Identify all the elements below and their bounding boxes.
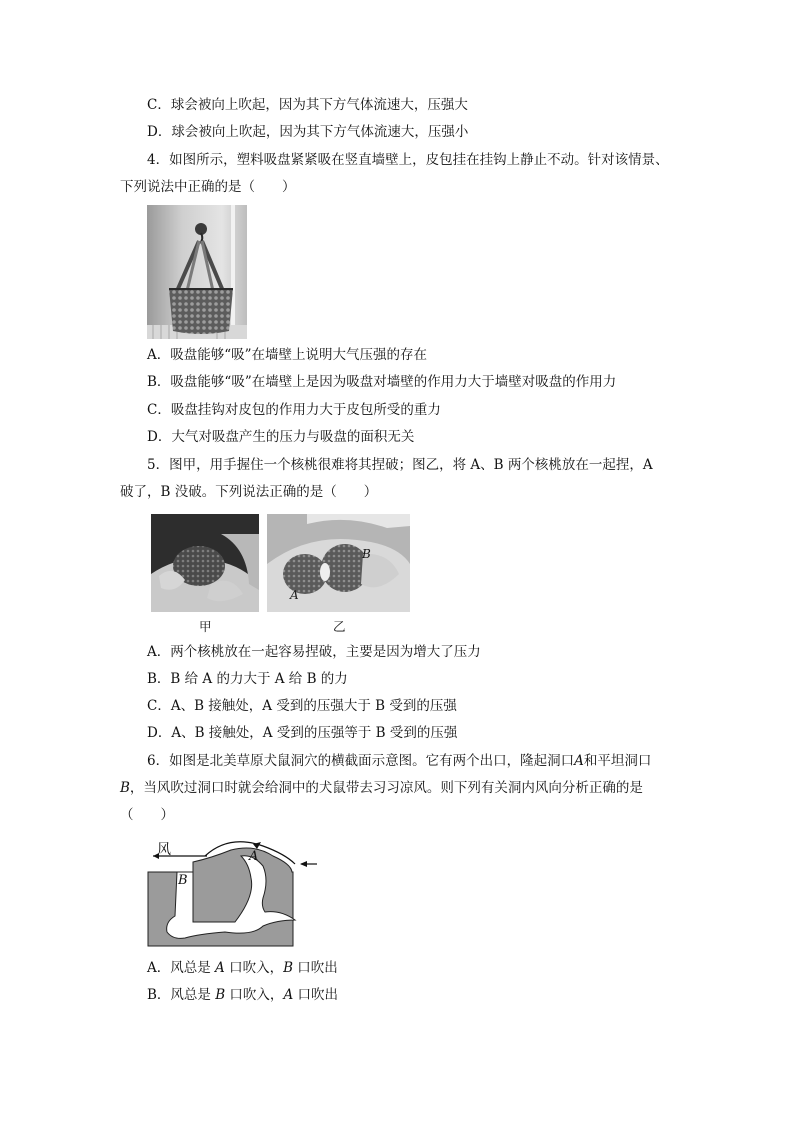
suction-hook-bag-photo: [147, 205, 247, 339]
q6-option-b: B．风总是 B 口吹入，A 口吹出: [147, 987, 338, 1003]
q5-option-a: A．两个核桃放在一起容易捏破，主要是因为增大了压力: [147, 644, 481, 660]
walnut-label-a: A: [290, 588, 299, 602]
q6-stem-line3: （ ）: [120, 807, 174, 823]
walnut-label-b: B: [362, 547, 371, 561]
burrow-label-b: B: [178, 873, 188, 888]
q5-stem-line2: 破了，B 没破。下列说法正确的是（ ）: [120, 484, 378, 500]
q5-option-b: B．B 给 A 的力大于 A 给 B 的力: [147, 671, 348, 687]
q3-option-d: D．球会被向上吹起，因为其下方气体流速大，压强小: [147, 124, 469, 140]
caption-jia: 甲: [199, 619, 212, 634]
q4-option-d: D．大气对吸盘产生的压力与吸盘的面积无关: [147, 429, 415, 445]
q5-option-d: D．A、B 接触处，A 受到的压强等于 B 受到的压强: [147, 725, 458, 741]
q4-stem-line1: 4．如图所示，塑料吸盘紧紧吸在竖直墙壁上，皮包挂在挂钩上静止不动。针对该情景、: [147, 152, 669, 168]
q4-stem-line2: 下列说法中正确的是（ ）: [120, 179, 296, 195]
walnut-single-photo: [151, 514, 259, 612]
q3-option-c: C．球会被向上吹起，因为其下方气体流速大，压强大: [147, 97, 468, 113]
q4-option-b: B．吸盘能够“吸”在墙壁上是因为吸盘对墙壁的作用力大于墙壁对吸盘的作用力: [147, 374, 617, 390]
q4-option-a: A．吸盘能够“吸”在墙壁上说明大气压强的存在: [147, 347, 428, 363]
caption-yi: 乙: [333, 619, 346, 634]
walnut-pair-photo: [267, 514, 410, 612]
burrow-label-a: A: [249, 849, 259, 864]
q6-stem-line2: B，当风吹过洞口时就会给洞中的犬鼠带去习习凉风。则下列有关洞内风向分析正确的是: [120, 780, 643, 796]
q6-stem-line1: 6．如图是北美草原犬鼠洞穴的横截面示意图。它有两个出口，隆起洞口A和平坦洞口: [147, 753, 652, 769]
q4-option-c: C．吸盘挂钩对皮包的作用力大于皮包所受的重力: [147, 402, 441, 418]
burrow-diagram: [145, 836, 325, 948]
q5-stem-line1: 5．图甲，用手握住一个核桃很难将其捏破；图乙，将 A、B 两个核桃放在一起捏，A: [147, 457, 653, 473]
q5-option-c: C．A、B 接触处，A 受到的压强大于 B 受到的压强: [147, 698, 457, 714]
burrow-wind-label: 风: [157, 842, 171, 858]
q6-option-a: A．风总是 A 口吹入，B 口吹出: [147, 960, 338, 976]
